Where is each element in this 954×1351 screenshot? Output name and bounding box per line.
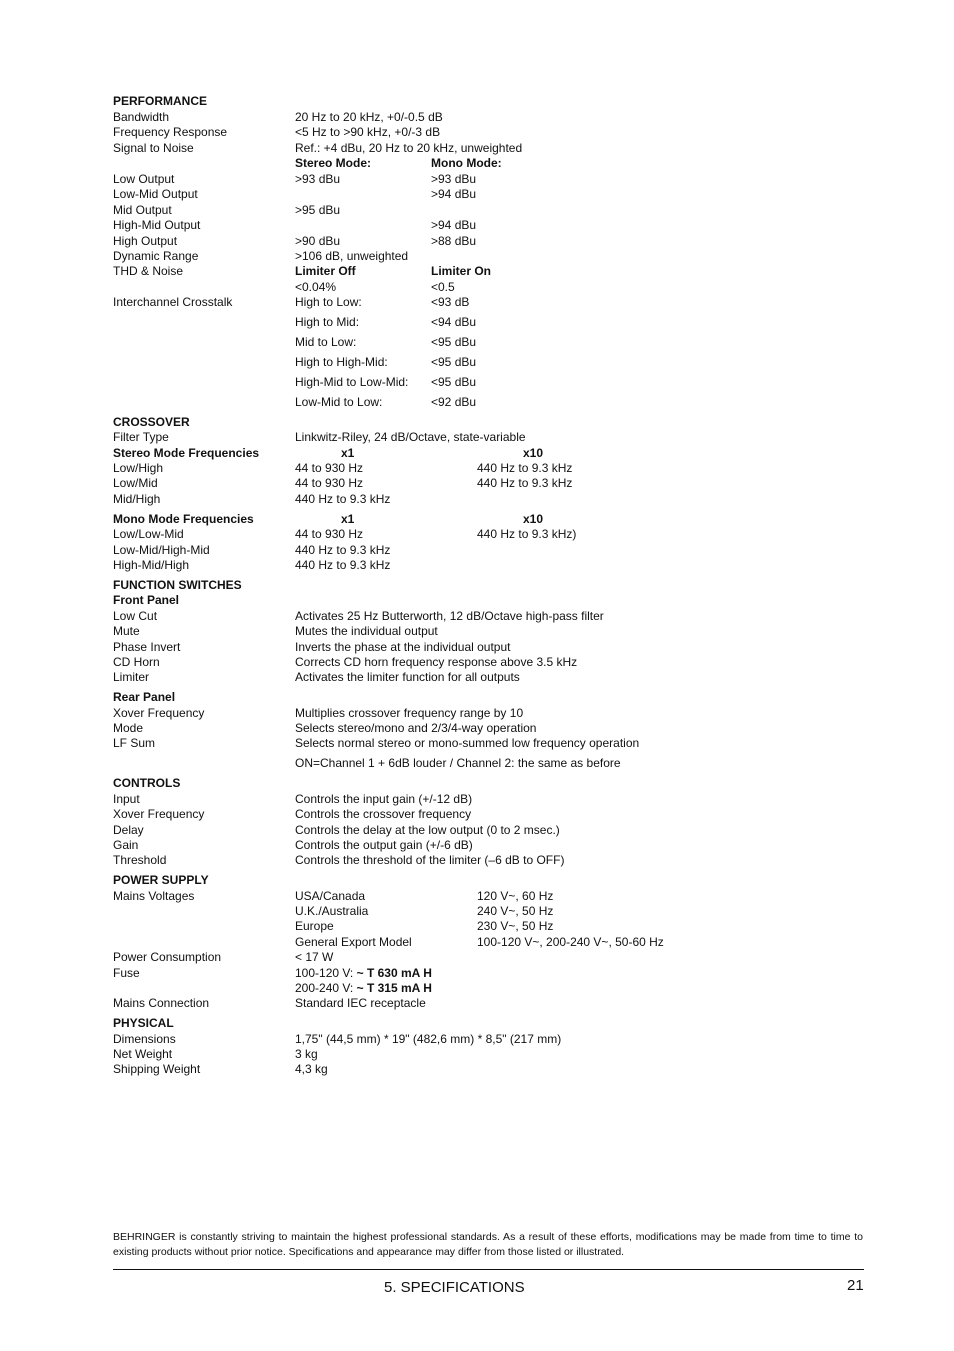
spec-value: 440 Hz to 9.3 kHz (295, 543, 391, 557)
spec-value: Activates the limiter function for all outputs (295, 670, 520, 684)
column-heading: x10 (523, 446, 544, 460)
spec-value: Ref.: +4 dBu, 20 Hz to 20 kHz, unweighted (295, 141, 523, 155)
spec-label: Bandwidth (113, 110, 170, 124)
spec-value: USA/Canada (295, 889, 366, 903)
spec-value: 100-120 V~, 200-240 V~, 50-60 Hz (477, 935, 664, 949)
mode-header-row (113, 155, 873, 171)
spec-value: 1,75" (44,5 mm) * 19" (482,6 mm) * 8,5" (217 mm) (295, 1032, 562, 1046)
spec-value: High-Mid to Low-Mid: (295, 375, 409, 389)
section-heading: CROSSOVER (113, 415, 190, 429)
spec-label: Low/Mid (113, 476, 158, 490)
spec-row (113, 888, 873, 904)
spec-row (113, 918, 873, 934)
spec-row (113, 171, 873, 187)
spec-label: LF Sum (113, 736, 156, 750)
spec-value: Europe (295, 919, 334, 933)
spec-row (113, 557, 873, 573)
fuse-rating: ~ T 630 mA H (356, 966, 432, 980)
spec-row (113, 394, 873, 410)
spec-row (113, 248, 873, 264)
section-heading: FUNCTION SWITCHES (113, 578, 242, 592)
spec-value: Activates 25 Hz Butterworth, 12 dB/Octave high-pass filter (295, 609, 604, 623)
column-heading: Limiter Off (295, 264, 356, 278)
spec-label: High Output (113, 234, 178, 248)
spec-label: Delay (113, 823, 144, 837)
spec-row (113, 654, 873, 670)
spec-value: >106 dB, unweighted (295, 249, 409, 263)
subsection-heading-row (113, 592, 873, 608)
spec-value: Selects stereo/mono and 2/3/4-way operation (295, 721, 537, 735)
spec-label: Low/Low-Mid (113, 527, 184, 541)
spec-row (113, 791, 873, 807)
spec-value: Controls the output gain (+/-6 dB) (295, 838, 473, 852)
spec-value (295, 980, 432, 996)
spec-row (113, 608, 873, 624)
column-heading: x1 (341, 446, 355, 460)
spec-label: Shipping Weight (113, 1062, 201, 1076)
spec-value: Mid to Low: (295, 335, 357, 349)
spec-value: 20 Hz to 20 kHz, +0/-0.5 dB (295, 110, 443, 124)
spec-label: High-Mid/High (113, 558, 190, 572)
spec-value: <95 dBu (431, 375, 477, 389)
spec-value (295, 965, 432, 981)
spec-label: Xover Frequency (113, 807, 205, 821)
subsection-heading: Stereo Mode Frequencies (113, 446, 260, 460)
spec-value: Controls the crossover frequency (295, 807, 472, 821)
column-heading: x1 (341, 512, 355, 526)
fuse-rating: ~ T 315 mA H (356, 981, 432, 995)
spec-row (113, 429, 873, 445)
spec-value: 44 to 930 Hz (295, 461, 364, 475)
spec-row (113, 294, 873, 310)
column-heading: x10 (523, 512, 544, 526)
column-heading: Mono Mode: (431, 156, 502, 170)
spec-row (113, 755, 873, 771)
spec-label: Interchannel Crosstalk (113, 295, 233, 309)
spec-label: Signal to Noise (113, 141, 194, 155)
spec-row (113, 965, 873, 981)
spec-value: Inverts the phase at the individual output (295, 640, 511, 654)
subsection-heading-row (113, 445, 873, 461)
fuse-voltage: 200-240 V: (295, 981, 357, 995)
spec-value: Selects normal stereo or mono-summed low frequency operation (295, 736, 640, 750)
spec-value: >94 dBu (431, 187, 477, 201)
spec-value: 440 Hz to 9.3 kHz) (477, 527, 577, 541)
spec-value: 440 Hz to 9.3 kHz (295, 492, 391, 506)
spec-value: <5 Hz to >90 kHz, +0/-3 dB (295, 125, 441, 139)
spec-row (113, 822, 873, 838)
spec-row (113, 720, 873, 736)
spec-value: Linkwitz-Riley, 24 dB/Octave, state-variable (295, 430, 526, 444)
spec-label: Threshold (113, 853, 167, 867)
spec-label: Net Weight (113, 1047, 173, 1061)
subsection-heading: Rear Panel (113, 690, 176, 704)
spec-label: High-Mid Output (113, 218, 201, 232)
spec-row (113, 995, 873, 1011)
power-heading-row (113, 872, 873, 888)
crossover-heading-row (113, 414, 873, 430)
spec-label: Mains Connection (113, 996, 210, 1010)
spec-row (113, 934, 873, 950)
spec-value: Controls the threshold of the limiter (–6 dB to OFF) (295, 853, 565, 867)
subsection-heading-row (113, 511, 873, 527)
spec-row (113, 623, 873, 639)
spec-label: Mute (113, 624, 140, 638)
spec-label: Low-Mid Output (113, 187, 198, 201)
subsection-heading: Front Panel (113, 593, 180, 607)
spec-label: Low-Mid/High-Mid (113, 543, 210, 557)
spec-row (113, 542, 873, 558)
spec-value: Controls the input gain (+/-12 dB) (295, 792, 473, 806)
spec-label: Dimensions (113, 1032, 176, 1046)
spec-value: 440 Hz to 9.3 kHz (295, 558, 391, 572)
spec-label: Fuse (113, 966, 140, 980)
spec-row (113, 837, 873, 853)
spec-row (113, 903, 873, 919)
spec-value: High to High-Mid: (295, 355, 388, 369)
spec-row (113, 109, 873, 125)
column-heading: Limiter On (431, 264, 492, 278)
spec-label: Low Cut (113, 609, 158, 623)
spec-row (113, 526, 873, 542)
spec-value: <95 dBu (431, 335, 477, 349)
disclaimer-note: BEHRINGER is constantly striving to maintain the highest professional standards. As a result of these efforts, modifications may be made from time to time to existing products without prior notice. Specifications and appearance may differ from those listed or illustrated. (113, 1231, 863, 1258)
spec-value: High to Low: (295, 295, 362, 309)
footer-divider (113, 1269, 864, 1270)
spec-value: >94 dBu (431, 218, 477, 232)
spec-value: < 17 W (295, 950, 334, 964)
spec-label: Filter Type (113, 430, 169, 444)
spec-row (113, 202, 873, 218)
spec-label: Phase Invert (113, 640, 181, 654)
spec-label: Limiter (113, 670, 150, 684)
spec-value: Multiplies crossover frequency range by 10 (295, 706, 524, 720)
spec-row (113, 491, 873, 507)
spec-value: >95 dBu (295, 203, 341, 217)
spec-value: 440 Hz to 9.3 kHz (477, 461, 573, 475)
spec-label: THD & Noise (113, 264, 184, 278)
spec-value: 240 V~, 50 Hz (477, 904, 554, 918)
spec-row (113, 1046, 873, 1062)
spec-row (113, 1061, 873, 1077)
spec-value: <92 dBu (431, 395, 477, 409)
spec-value: <94 dBu (431, 315, 477, 329)
spec-value: U.K./Australia (295, 904, 369, 918)
fuse-voltage: 100-120 V: (295, 966, 357, 980)
controls-heading-row (113, 775, 873, 791)
spec-row (113, 233, 873, 249)
spec-label: Dynamic Range (113, 249, 199, 263)
spec-label: Mid Output (113, 203, 172, 217)
spec-row (113, 140, 873, 156)
spec-row (113, 735, 873, 751)
spec-value: >93 dBu (431, 172, 477, 186)
spec-label: Frequency Response (113, 125, 228, 139)
spec-label: Mid/High (113, 492, 161, 506)
spec-value: Controls the delay at the low output (0 to 2 msec.) (295, 823, 560, 837)
spec-value: <0.5 (431, 280, 455, 294)
spec-label: Gain (113, 838, 139, 852)
spec-label: Mode (113, 721, 144, 735)
spec-row (113, 705, 873, 721)
spec-row (113, 279, 873, 295)
spec-value: >88 dBu (431, 234, 477, 248)
spec-value: <0.04% (295, 280, 337, 294)
section-heading: CONTROLS (113, 776, 181, 790)
subsection-heading: Mono Mode Frequencies (113, 512, 254, 526)
spec-value: <93 dB (431, 295, 470, 309)
page-number: 21 (847, 1277, 864, 1294)
spec-value: Low-Mid to Low: (295, 395, 383, 409)
spec-value: >93 dBu (295, 172, 341, 186)
section-title: 5. SPECIFICATIONS (384, 1279, 525, 1296)
spec-row (113, 669, 873, 685)
spec-row (113, 1031, 873, 1047)
spec-value: 44 to 930 Hz (295, 476, 364, 490)
spec-row (113, 334, 873, 350)
spec-value: Standard IEC receptacle (295, 996, 426, 1010)
spec-row (113, 124, 873, 140)
spec-value: >90 dBu (295, 234, 341, 248)
spec-label: CD Horn (113, 655, 160, 669)
performance-heading-row (113, 93, 873, 109)
spec-row (113, 263, 873, 279)
spec-row (113, 354, 873, 370)
section-heading: PERFORMANCE (113, 94, 208, 108)
spec-label: Xover Frequency (113, 706, 205, 720)
spec-row (113, 852, 873, 868)
subsection-heading-row (113, 689, 873, 705)
spec-label: Power Consumption (113, 950, 222, 964)
spec-row (113, 639, 873, 655)
spec-label: Mains Voltages (113, 889, 195, 903)
spec-row (113, 374, 873, 390)
spec-row (113, 217, 873, 233)
spec-value: ON=Channel 1 + 6dB louder / Channel 2: the same as before (295, 756, 621, 770)
spec-row (113, 806, 873, 822)
physical-heading-row (113, 1015, 873, 1031)
spec-value: 44 to 930 Hz (295, 527, 364, 541)
spec-value: General Export Model (295, 935, 412, 949)
spec-label: Input (113, 792, 140, 806)
spec-row (113, 314, 873, 330)
spec-value: 3 kg (295, 1047, 318, 1061)
section-heading: PHYSICAL (113, 1016, 174, 1030)
spec-value: 120 V~, 60 Hz (477, 889, 554, 903)
spec-value: 230 V~, 50 Hz (477, 919, 554, 933)
spec-row (113, 186, 873, 202)
spec-value: High to Mid: (295, 315, 360, 329)
spec-value: 440 Hz to 9.3 kHz (477, 476, 573, 490)
spec-row (113, 949, 873, 965)
spec-value: <95 dBu (431, 355, 477, 369)
spec-value: 4,3 kg (295, 1062, 328, 1076)
spec-row (113, 460, 873, 476)
spec-row (113, 475, 873, 491)
section-heading: POWER SUPPLY (113, 873, 209, 887)
spec-value: Mutes the individual output (295, 624, 438, 638)
spec-label: Low Output (113, 172, 175, 186)
spec-value: Corrects CD horn frequency response above 3.5 kHz (295, 655, 578, 669)
spec-row (113, 980, 873, 996)
column-heading: Stereo Mode: (295, 156, 372, 170)
spec-label: Low/High (113, 461, 164, 475)
switches-heading-row (113, 577, 873, 593)
